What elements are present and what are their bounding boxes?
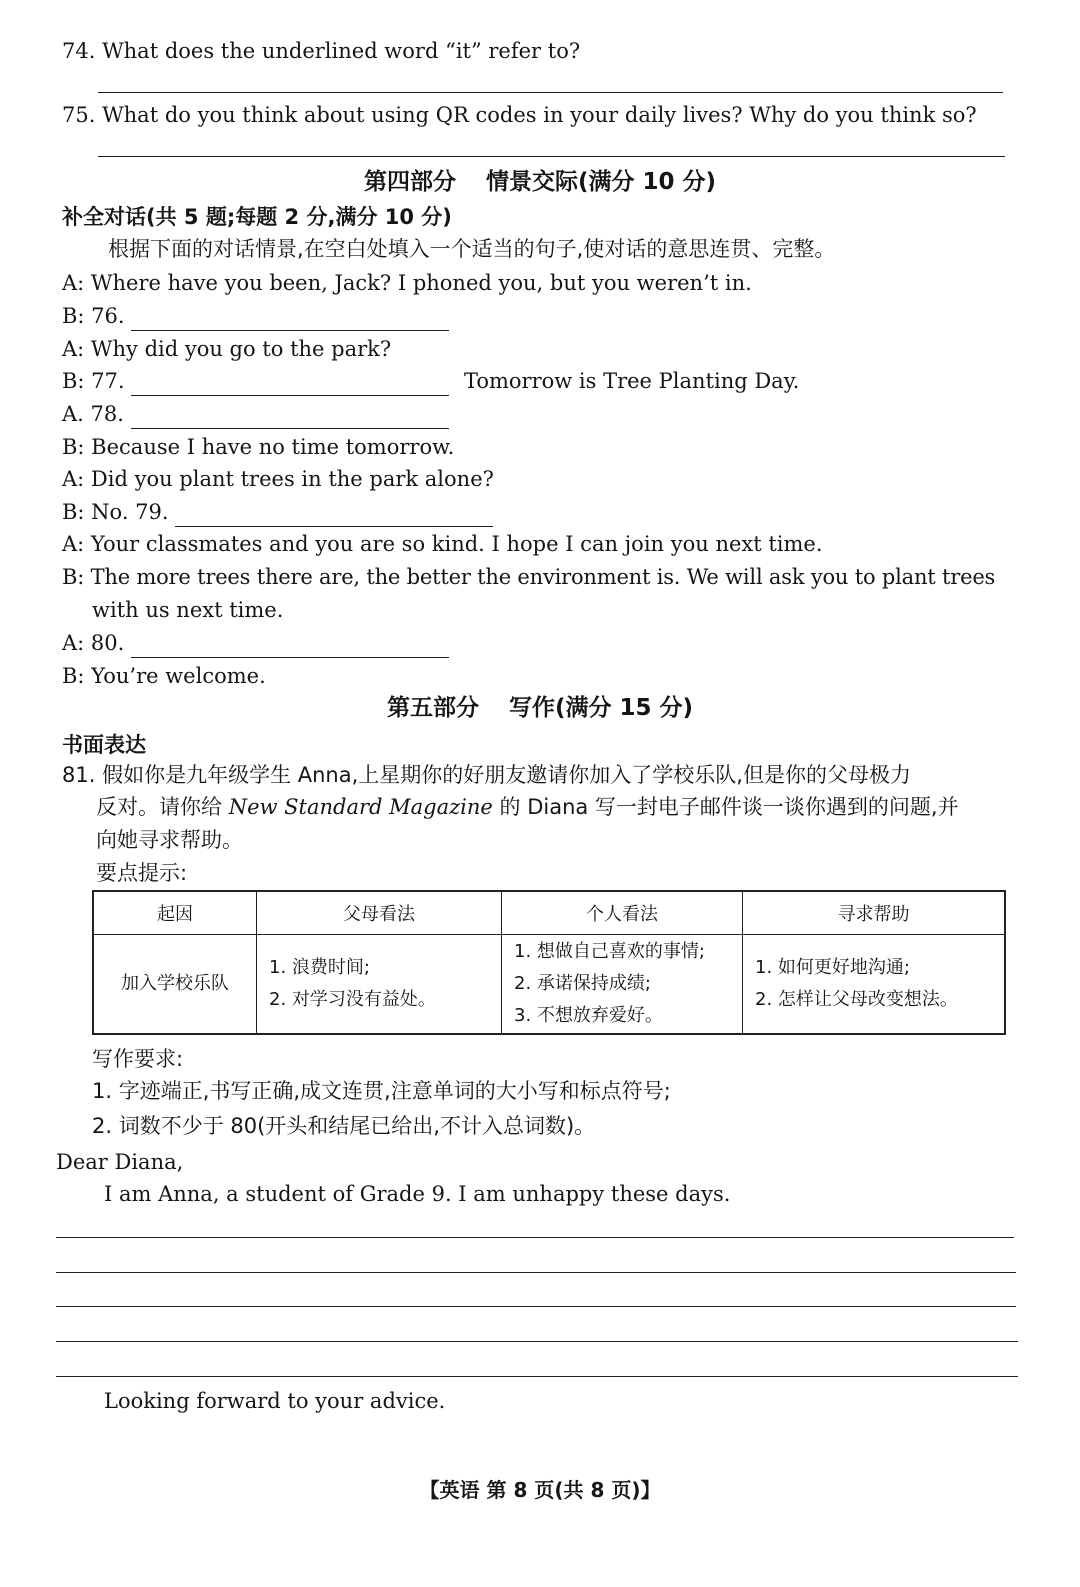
cell-parents xyxy=(257,935,502,1035)
part4-instruction: 根据下面的对话情景,在空白处填入一个适当的句子,使对话的意思连贯、完整。 xyxy=(108,237,836,261)
requirement-1: 1. 字迹端正,书写正确,成文连贯,注意单词的大小写和标点符号; xyxy=(92,1079,671,1103)
header-cause: 起因 xyxy=(93,891,257,935)
help-item-2: 2. 怎样让父母改变想法。 xyxy=(755,989,958,1010)
question-75: 75. What do you think about using QR codes in your daily lives? Why do you think so? xyxy=(62,103,977,127)
parents-item-1: 1. 浪费时间; xyxy=(269,957,370,978)
blank-76[interactable] xyxy=(131,306,449,331)
dialogue-line-6: B: Because I have no time tomorrow. xyxy=(62,435,455,459)
dialogue-line-10b: with us next time. xyxy=(92,598,284,622)
writing-line-5[interactable] xyxy=(56,1376,1018,1377)
blank-80-label: A: 80. xyxy=(62,631,125,655)
dialogue-line-9: A: Your classmates and you are so kind. I hope I can join you next time. xyxy=(62,532,823,556)
letter-greeting: Dear Diana, xyxy=(56,1150,184,1174)
blank-76-label: B: 76. xyxy=(62,304,125,328)
letter-opening: I am Anna, a student of Grade 9. I am unhappy these days. xyxy=(104,1182,731,1206)
blank-79-label: B: No. 79. xyxy=(62,500,169,524)
part5-title: 第五部分 xyxy=(386,695,479,721)
dialogue-line-1: A: Where have you been, Jack? I phoned you, but you weren’t in. xyxy=(62,271,752,295)
personal-item-2: 2. 承诺保持成绩; xyxy=(514,973,651,994)
writing-prompt-2a: 反对。请你给 xyxy=(96,795,229,819)
part4-subtitle: 情景交际(满分 10 分) xyxy=(485,169,717,195)
parents-item-2: 2. 对学习没有益处。 xyxy=(269,989,436,1010)
part5-section-label: 书面表达 xyxy=(62,733,146,757)
part5-subtitle: 写作(满分 15 分) xyxy=(508,695,694,721)
part5-heading xyxy=(0,692,1080,724)
tips-header-row xyxy=(93,891,1005,935)
writing-line-3[interactable] xyxy=(56,1306,1016,1307)
part4-title: 第四部分 xyxy=(363,169,456,195)
header-help: 寻求帮助 xyxy=(743,891,1006,935)
personal-item-3: 3. 不想放弃爱好。 xyxy=(514,1005,663,1026)
blank-79[interactable] xyxy=(175,502,493,527)
header-personal: 个人看法 xyxy=(502,891,743,935)
tips-table xyxy=(92,890,1006,1035)
part4-heading xyxy=(0,166,1080,198)
writing-prompt-line-3: 向她寻求帮助。 xyxy=(96,828,243,852)
dialogue-line-12: B: You’re welcome. xyxy=(62,664,266,688)
dialogue-line-11 xyxy=(62,628,449,658)
page-footer: 【英语 第 8 页(共 8 页)】 xyxy=(419,1478,661,1502)
part4-section-label: 补全对话(共 5 题;每题 2 分,满分 10 分) xyxy=(62,205,452,229)
writing-line-1[interactable] xyxy=(56,1237,1014,1238)
writing-prompt-line-1: 81. 假如你是九年级学生 Anna,上星期你的好朋友邀请你加入了学校乐队,但是你的父母极力 xyxy=(62,763,911,787)
cell-personal xyxy=(502,935,743,1035)
tips-body-row xyxy=(93,935,1005,1035)
requirements-label: 写作要求: xyxy=(92,1047,184,1071)
help-item-1: 1. 如何更好地沟通; xyxy=(755,957,910,978)
personal-item-1: 1. 想做自己喜欢的事情; xyxy=(514,941,705,962)
cell-help xyxy=(743,935,1006,1035)
dialogue-line-4 xyxy=(62,366,799,396)
writing-line-2[interactable] xyxy=(56,1272,1016,1273)
blank-77-label: B: 77. xyxy=(62,369,125,393)
blank-80[interactable] xyxy=(131,633,449,658)
blank-77-after: Tomorrow is Tree Planting Day. xyxy=(463,369,800,393)
blank-78-label: A. 78. xyxy=(62,402,124,426)
answer-line-75[interactable] xyxy=(98,156,1005,157)
dialogue-line-2 xyxy=(62,301,449,331)
letter-closing: Looking forward to your advice. xyxy=(104,1389,446,1413)
tips-label: 要点提示: xyxy=(96,861,188,885)
dialogue-line-7: A: Did you plant trees in the park alone? xyxy=(62,467,494,491)
cell-cause: 加入学校乐队 xyxy=(93,935,257,1035)
dialogue-line-5 xyxy=(62,399,449,429)
writing-prompt-line-2 xyxy=(96,792,959,822)
dialogue-line-3: A: Why did you go to the park? xyxy=(62,337,392,361)
header-parents: 父母看法 xyxy=(257,891,502,935)
dialogue-line-10a: B: The more trees there are, the better the environment is. We will ask you to plant trees xyxy=(62,565,996,589)
question-74: 74. What does the underlined word “it” refer to? xyxy=(62,39,581,63)
writing-line-4[interactable] xyxy=(56,1341,1018,1342)
requirement-2: 2. 词数不少于 80(开头和结尾已给出,不计入总词数)。 xyxy=(92,1114,596,1138)
dialogue-line-8 xyxy=(62,497,493,527)
answer-line-74[interactable] xyxy=(98,92,1003,93)
blank-78[interactable] xyxy=(131,404,449,429)
blank-77[interactable] xyxy=(131,371,449,396)
magazine-name: New Standard Magazine xyxy=(228,795,493,819)
writing-prompt-2b: 的 Diana 写一封电子邮件谈一谈你遇到的问题,并 xyxy=(492,795,959,819)
